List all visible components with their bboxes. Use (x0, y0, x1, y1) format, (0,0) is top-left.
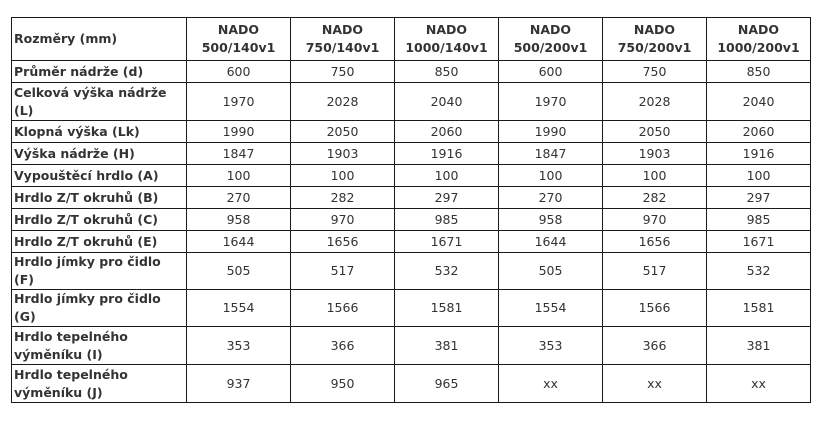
table-cell: 353 (187, 327, 291, 365)
row-label-line1: Vypouštěcí hrdlo (A) (14, 167, 159, 183)
table-cell: 353 (499, 327, 603, 365)
table-row (12, 143, 811, 165)
table-cell: 1656 (291, 231, 395, 253)
table-cell: 950 (291, 365, 395, 403)
column-header (603, 18, 707, 61)
table-cell: 985 (707, 209, 811, 231)
table-cell: 985 (395, 209, 499, 231)
row-label-line2: výměníku (I) (14, 346, 103, 362)
table-cell: 600 (187, 61, 291, 83)
table-cell: 2028 (291, 83, 395, 121)
table-cell: 505 (499, 253, 603, 290)
table-cell: 270 (499, 187, 603, 209)
column-header-line1: NADO (425, 22, 468, 37)
table-cell: 1554 (499, 290, 603, 327)
table-cell: 2028 (603, 83, 707, 121)
table-cell: 532 (395, 253, 499, 290)
table-cell: xx (499, 365, 603, 403)
table-cell: 970 (291, 209, 395, 231)
table-cell: 270 (187, 187, 291, 209)
column-header-line1: NADO (737, 22, 780, 37)
row-label (12, 253, 187, 290)
column-header-line2: 750/140v1 (305, 40, 380, 55)
column-header-line1: NADO (529, 22, 572, 37)
row-label-line2: výměníku (J) (14, 384, 103, 400)
table-cell: 958 (499, 209, 603, 231)
table-cell: 1644 (187, 231, 291, 253)
table-row (12, 121, 811, 143)
table-cell: 600 (499, 61, 603, 83)
table-cell: 1554 (187, 290, 291, 327)
table-cell: 1903 (291, 143, 395, 165)
row-label (12, 121, 187, 143)
table-row (12, 290, 811, 327)
column-header-line2: 500/200v1 (513, 40, 588, 55)
table-cell: 2050 (603, 121, 707, 143)
table-cell: 100 (187, 165, 291, 187)
table-cell: 517 (291, 253, 395, 290)
row-label-line1: Výška nádrže (H) (14, 145, 135, 161)
dimensions-table-wrapper (11, 17, 811, 403)
row-label-line1: Hrdlo Z/T okruhů (B) (14, 189, 159, 205)
column-header-line2: 750/200v1 (617, 40, 692, 55)
column-header (395, 18, 499, 61)
table-cell: 1970 (187, 83, 291, 121)
column-header-line1: NADO (321, 22, 364, 37)
row-label (12, 187, 187, 209)
column-header-line2: 1000/200v1 (717, 40, 800, 55)
table-cell: 1671 (395, 231, 499, 253)
table-cell: 100 (603, 165, 707, 187)
table-cell: 1644 (499, 231, 603, 253)
table-cell: 1847 (499, 143, 603, 165)
table-cell: 750 (603, 61, 707, 83)
table-row (12, 83, 811, 121)
table-cell: 297 (707, 187, 811, 209)
table-cell: 517 (603, 253, 707, 290)
table-row (12, 61, 811, 83)
table-body (12, 61, 811, 403)
table-header-row (12, 18, 811, 61)
column-header-line2: 500/140v1 (201, 40, 276, 55)
row-label-line1: Hrdlo tepelného (14, 328, 128, 344)
table-cell: 1916 (707, 143, 811, 165)
table-cell: 381 (707, 327, 811, 365)
table-cell: 970 (603, 209, 707, 231)
table-cell: 2040 (395, 83, 499, 121)
table-cell: 965 (395, 365, 499, 403)
column-header (499, 18, 603, 61)
column-header (187, 18, 291, 61)
table-cell: 1970 (499, 83, 603, 121)
table-cell: 958 (187, 209, 291, 231)
row-label-line1: Hrdlo tepelného (14, 366, 128, 382)
table-cell: 750 (291, 61, 395, 83)
table-row (12, 209, 811, 231)
table-cell: 297 (395, 187, 499, 209)
table-cell: 100 (499, 165, 603, 187)
row-label-line1: Hrdlo Z/T okruhů (C) (14, 211, 159, 227)
dimensions-table (11, 17, 811, 403)
row-label (12, 143, 187, 165)
row-label (12, 83, 187, 121)
table-row (12, 187, 811, 209)
table-cell: xx (603, 365, 707, 403)
table-cell: 366 (291, 327, 395, 365)
row-label-line1: Hrdlo Z/T okruhů (E) (14, 233, 158, 249)
row-label-line2: (L) (14, 102, 34, 118)
table-cell: 850 (707, 61, 811, 83)
table-cell: 1566 (603, 290, 707, 327)
table-cell: 100 (395, 165, 499, 187)
table-cell: 1671 (707, 231, 811, 253)
table-cell: 100 (291, 165, 395, 187)
table-cell: 2040 (707, 83, 811, 121)
table-cell: 2060 (707, 121, 811, 143)
column-header-line1: NADO (217, 22, 260, 37)
table-row (12, 231, 811, 253)
table-row (12, 327, 811, 365)
row-label (12, 327, 187, 365)
row-label (12, 231, 187, 253)
table-row (12, 253, 811, 290)
corner-header: Rozměry (mm) (12, 18, 187, 61)
row-label-line1: Hrdlo jímky pro čidlo (G) (14, 291, 161, 324)
table-cell: 937 (187, 365, 291, 403)
row-label-line1: Celková výška nádrže (14, 84, 167, 100)
row-label-line1: Průměr nádrže (d) (14, 63, 144, 79)
column-header-line2: 1000/140v1 (405, 40, 488, 55)
column-header (291, 18, 395, 61)
table-cell: 1566 (291, 290, 395, 327)
table-cell: 2050 (291, 121, 395, 143)
table-cell: 100 (707, 165, 811, 187)
column-header (707, 18, 811, 61)
table-cell: 282 (291, 187, 395, 209)
table-cell: 381 (395, 327, 499, 365)
column-header-line1: NADO (633, 22, 676, 37)
table-cell: 1903 (603, 143, 707, 165)
table-cell: 505 (187, 253, 291, 290)
table-cell: xx (707, 365, 811, 403)
table-cell: 1581 (395, 290, 499, 327)
row-label (12, 209, 187, 231)
row-label (12, 290, 187, 327)
table-cell: 1990 (499, 121, 603, 143)
row-label-line1: Hrdlo jímky pro čidlo (F) (14, 254, 161, 287)
table-cell: 1847 (187, 143, 291, 165)
row-label (12, 61, 187, 83)
table-cell: 366 (603, 327, 707, 365)
table-cell: 282 (603, 187, 707, 209)
table-cell: 2060 (395, 121, 499, 143)
row-label (12, 365, 187, 403)
table-cell: 850 (395, 61, 499, 83)
table-row (12, 365, 811, 403)
table-cell: 532 (707, 253, 811, 290)
table-cell: 1990 (187, 121, 291, 143)
table-cell: 1656 (603, 231, 707, 253)
row-label (12, 165, 187, 187)
table-row (12, 165, 811, 187)
row-label-line1: Klopná výška (Lk) (14, 123, 140, 139)
table-cell: 1916 (395, 143, 499, 165)
table-cell: 1581 (707, 290, 811, 327)
